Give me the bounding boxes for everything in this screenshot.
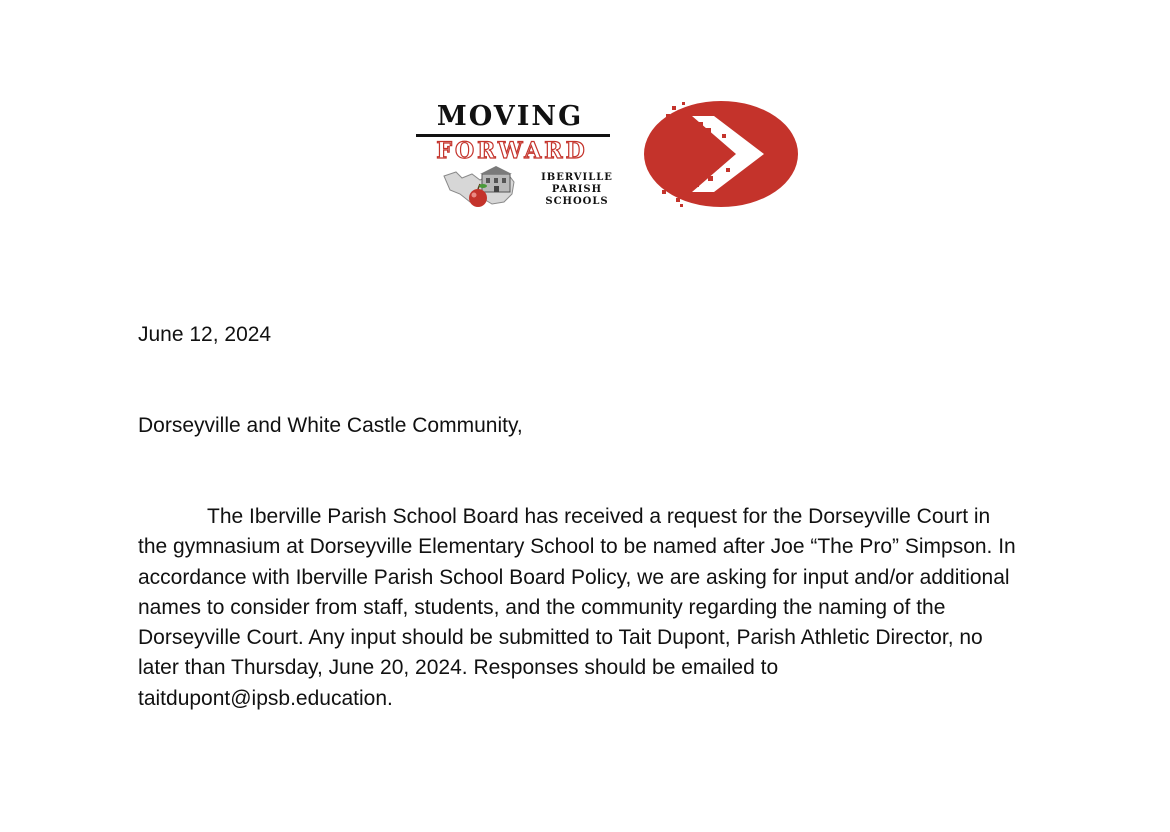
logo-org-line1: IBERVILLE [541,172,613,183]
schoolhouse-icon [480,166,512,192]
letter-date: June 12, 2024 [138,323,272,346]
moving-forward-logo [392,98,798,210]
logo-org-line2: PARISH [551,184,603,195]
logo-divider [416,134,610,137]
parish-map-icon [442,164,526,208]
letter-salutation: Dorseyville and White Castle Community, [138,414,523,437]
logo-forward-text: FORWARD [436,138,588,164]
logo-org-line3: SCHOOLS [545,196,609,207]
letter-body: The Iberville Parish School Board has received a request for the Dorseyville Court in the gymnasium at Dorseyville Elementary School to be named after Joe “The Pro” Simpson. In accordance with Iberville Parish School Board Policy, we are asking for input and/or additional names to consider from staff, students, and the community regarding the naming of the Dorseyville Court. Any input should be submitted to Tait Dupont, Parish Athletic Director, no later than Thursday, June 20, 2024. Responses should be emailed to taitdupont@ipsb.education. [138,505,1016,710]
logo-moving-text: MOVING [436,101,584,132]
forward-arrow-icon [632,98,798,210]
logo-org-name [524,172,630,208]
